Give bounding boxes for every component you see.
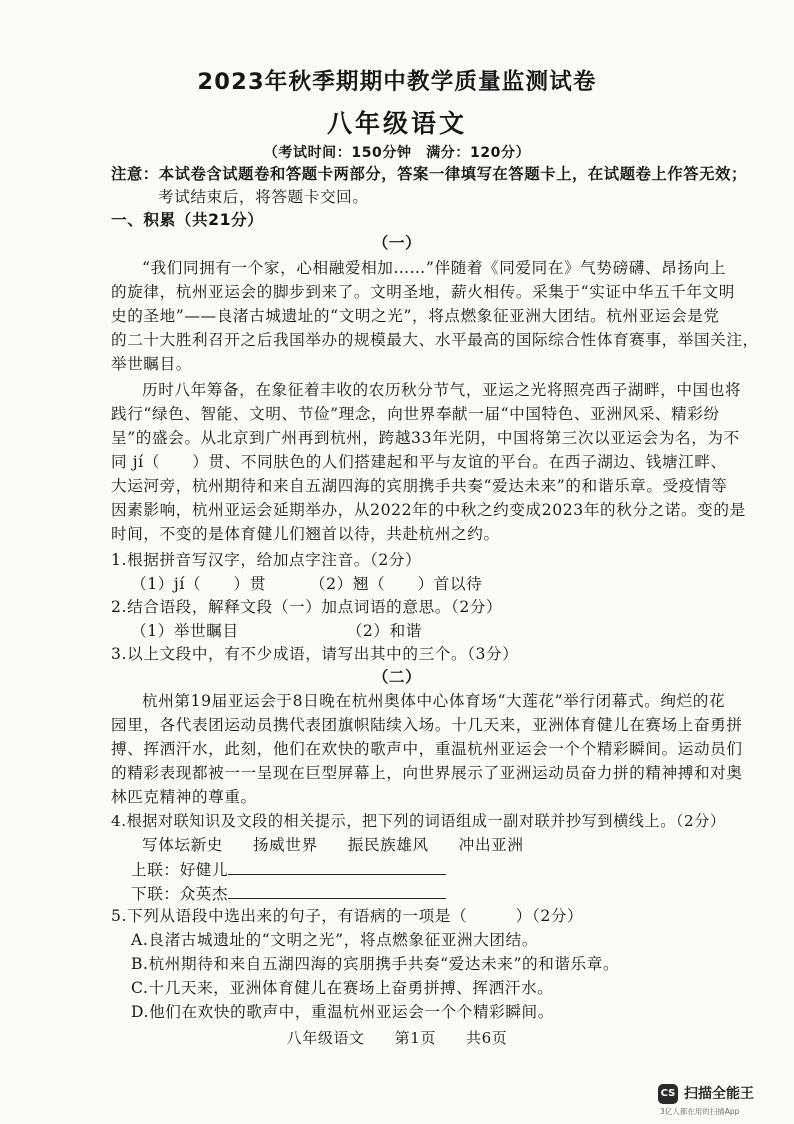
couplet-word: 振民族雄风 [347, 836, 429, 854]
question-1-option-a: （1）jí（ ）贯 [131, 575, 266, 593]
passage-line: 史的圣地”——良渚古城遗址的“文明之光”，将点燃象征亚洲大团结。杭州亚运会是党 [111, 307, 720, 325]
scanner-logo-icon: CS [658, 1084, 678, 1104]
question-5-option: B.杭州期待和来自五湖四海的宾朋携手共奏“爱达未来”的和谐乐章。 [131, 955, 620, 973]
passage-line: “我们同拥有一个家，心相融爱相加……”伴随着《同爱同在》气势磅礴、昂扬向上 [142, 259, 726, 277]
passage-line: 园里，各代表团运动员携代表团旗帜陆续入场。十几天来，亚洲体育健儿在赛场上奋勇拼 [111, 716, 743, 734]
notice-line-1: 注意：本试卷含试题卷和答题卡两部分，答案一律填写在答题卡上，在试题卷上作答无效； [111, 165, 747, 183]
section-heading: 一、积累（共21分） [111, 211, 264, 229]
page-footer [0, 1028, 794, 1048]
passage-line: 时间，不变的是体育健儿们翘首以待，共赴杭州之约。 [111, 525, 500, 543]
passage-line: 的二十大胜利召开之后我国举办的规模最大、水平最高的国际综合性体育赛事，举国关注， [111, 331, 759, 349]
question-2-item-2: （2）和谐 [346, 622, 422, 640]
notice-line-2: 考试结束后，将答题卡交回。 [158, 188, 369, 206]
passage-line: 历时八年筹备，在象征着丰收的农历秋分节气，亚运之光将照亮西子湖畔，中国也将 [142, 381, 742, 399]
upper-couplet-label: 上联：好健儿 [131, 861, 229, 879]
passage-line: 同 jí（ ）贯、不同肤色的人们搭建起和平与友谊的平台。在西子湖边、钱塘江畔、 [111, 453, 727, 471]
question-5-option: D.他们在欢快的歌声中，重温杭州亚运会一个个精彩瞬间。 [131, 1003, 554, 1021]
question-5-option: C.十几天来，亚洲体育健儿在赛场上奋勇拼搏、挥洒汗水。 [131, 979, 554, 997]
question-5: 5.下列从语段中选出来的句子，有语病的一项是（ ）（2分） [111, 907, 584, 925]
couplet-word-bank [142, 835, 524, 855]
passage-line: 践行“绿色、智能、文明、节俭”理念，向世界奉献一届“中国特色、亚洲风采、精彩纷 [111, 405, 720, 423]
passage-line: 呈”的盛会。从北京到广州再到杭州，跨越33年光阴，中国将第三次以亚运会为名，为不 [111, 429, 740, 447]
passage-line: 大运河旁，杭州期待和来自五湖四海的宾朋携手共奏“爱达未来”的和谐乐章。受疫情等 [111, 477, 728, 495]
question-2-item-1: （1）举世瞩目 [131, 622, 239, 640]
scanner-watermark [658, 1083, 780, 1119]
passage-line: 杭州第19届亚运会于8日晚在杭州奥体中心体育场“大莲花”举行闭幕式。绚烂的花 [142, 692, 726, 710]
scanner-app-name: 扫描全能王 [684, 1086, 754, 1102]
question-1-option-b: （2）翘（ ）首以待 [309, 575, 483, 593]
lower-couplet-blank[interactable] [228, 882, 446, 899]
couplet-word: 冲出亚洲 [458, 836, 524, 854]
part-one-label: （一） [372, 234, 422, 252]
question-2-items [131, 621, 422, 641]
couplet-word: 写体坛新史 [142, 836, 223, 854]
question-4: 4.根据对联知识及文段的相关提示，把下列的词语组成一副对联并抄写到横线上。（2分） [111, 812, 726, 830]
question-3: 3.以上文段中，有不少成语，请写出其中的三个。（3分） [111, 645, 519, 663]
question-5-option: A.良渚古城遗址的“文明之光”，将点燃象征亚洲大团结。 [131, 931, 539, 949]
footer-page-total: 共6页 [466, 1029, 508, 1047]
passage-line: 搏、挥洒汗水，此刻，他们在欢快的歌声中，重温杭州亚运会一个个精彩瞬间。运动员们 [111, 740, 743, 758]
passage-line: 的旋律，杭州亚运会的脚步到来了。文明圣地，薪火相传。采集于“实证中华五千年文明 [111, 283, 735, 301]
lower-couplet-row [131, 882, 446, 904]
question-2: 2.结合语段，解释文段（一）加点词语的意思。（2分） [111, 598, 503, 616]
passage-line: 林匹克精神的尊重。 [111, 788, 257, 806]
upper-couplet-blank[interactable] [228, 858, 446, 875]
exam-time-info: （考试时间：150分钟 满分：120分） [263, 145, 531, 161]
footer-page-number: 第1页 [394, 1029, 436, 1047]
upper-couplet-row [131, 858, 446, 880]
exam-subject: 八年级语文 [326, 109, 467, 138]
footer-subject: 八年级语文 [286, 1029, 365, 1047]
scanner-tagline: 3亿人都在用的扫描App [660, 1107, 740, 1116]
lower-couplet-label: 下联：众英杰 [131, 885, 229, 903]
passage-line: 举世瞩目。 [111, 355, 192, 373]
couplet-word: 扬威世界 [252, 836, 318, 854]
part-two-label: （二） [372, 668, 422, 686]
question-1-options [131, 574, 482, 594]
passage-line: 因素影响，杭州亚运会延期举办，从2022年的中秋之约变成2023年的秋分之诺。变的是 [111, 501, 746, 519]
passage-line: 的精彩表现都被一一呈现在巨型屏幕上，向世界展示了亚洲运动员奋力拼的精神搏和对奥 [111, 764, 743, 782]
exam-title: 2023年秋季期期中教学质量监测试卷 [197, 69, 597, 95]
question-1: 1.根据拼音写汉字，给加点字注音。（2分） [111, 551, 422, 569]
